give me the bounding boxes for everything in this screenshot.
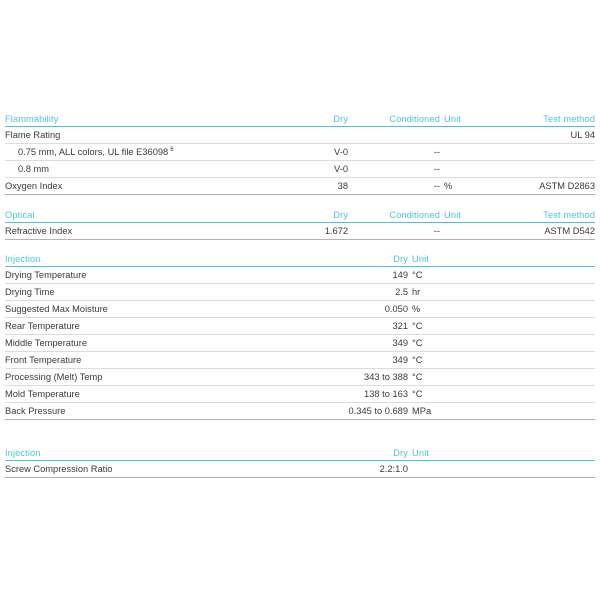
flammability-table — [5, 112, 595, 195]
table-row — [5, 223, 595, 240]
table-row — [5, 178, 595, 195]
column-header-dry: Dry — [320, 112, 348, 127]
table-row — [5, 386, 595, 403]
table-row — [5, 284, 595, 301]
cell-unit: °C — [408, 318, 595, 335]
column-header-property: Injection — [5, 252, 335, 267]
cell-unit: °C — [408, 386, 595, 403]
column-header-unit: Unit — [440, 208, 485, 223]
table-row — [5, 369, 595, 386]
cell-unit: °C — [408, 352, 595, 369]
column-header-test-method: Test method — [485, 208, 595, 223]
table-row — [5, 267, 595, 284]
cell-dry: 0.050 — [335, 301, 408, 318]
table-row — [5, 403, 595, 420]
cell-property: Drying Time — [5, 284, 335, 301]
cell-dry: V-0 — [320, 144, 348, 161]
table-block-injection-secondary — [5, 446, 595, 478]
column-header-unit: Unit — [408, 446, 595, 461]
cell-unit: % — [440, 178, 485, 195]
cell-dry: 0.345 to 0.689 — [335, 403, 408, 420]
table-header-row — [5, 252, 595, 267]
cell-dry: 343 to 388 — [335, 369, 408, 386]
cell-dry: 2.5 — [335, 284, 408, 301]
cell-conditioned: -- — [348, 144, 440, 161]
table-header-row — [5, 446, 595, 461]
cell-unit — [440, 161, 485, 178]
cell-dry: V-0 — [320, 161, 348, 178]
table-row — [5, 352, 595, 369]
cell-unit: °C — [408, 267, 595, 284]
table-row — [5, 335, 595, 352]
cell-dry: 321 — [335, 318, 408, 335]
table-header-row — [5, 112, 595, 127]
cell-property: Front Temperature — [5, 352, 335, 369]
table-row — [5, 301, 595, 318]
cell-property-text: 0.75 mm, ALL colors, UL file E36098 — [18, 147, 169, 157]
cell-dry: 349 — [335, 352, 408, 369]
table-block-flammability — [5, 112, 595, 195]
cell-property: Drying Temperature — [5, 267, 335, 284]
cell-property: Rear Temperature — [5, 318, 335, 335]
cell-dry: 1.672 — [320, 223, 348, 240]
table-row — [5, 161, 595, 178]
cell-property — [5, 144, 320, 161]
cell-property: Middle Temperature — [5, 335, 335, 352]
cell-unit — [408, 461, 595, 478]
cell-property: Oxygen Index — [5, 178, 320, 195]
footnote-marker: 6 — [170, 146, 174, 153]
column-header-dry: Dry — [335, 252, 408, 267]
cell-conditioned: -- — [348, 223, 440, 240]
cell-unit: MPa — [408, 403, 595, 420]
column-header-test-method: Test method — [485, 112, 595, 127]
cell-unit: °C — [408, 369, 595, 386]
cell-dry: 349 — [335, 335, 408, 352]
cell-test-method: UL 94 — [485, 127, 595, 144]
cell-test-method — [485, 161, 595, 178]
cell-property: Refractive Index — [5, 223, 320, 240]
cell-property: Back Pressure — [5, 403, 335, 420]
cell-dry — [320, 127, 348, 144]
column-header-property: Flammability — [5, 112, 320, 127]
table-block-injection-primary — [5, 252, 595, 420]
table-header-row — [5, 208, 595, 223]
cell-unit: hr — [408, 284, 595, 301]
column-header-dry: Dry — [335, 446, 408, 461]
cell-property: Screw Compression Ratio — [5, 461, 335, 478]
cell-unit — [440, 223, 485, 240]
cell-unit: % — [408, 301, 595, 318]
cell-unit — [440, 144, 485, 161]
table-row — [5, 461, 595, 478]
table-row — [5, 144, 595, 161]
column-header-property: Optical — [5, 208, 320, 223]
cell-unit: °C — [408, 335, 595, 352]
table-row — [5, 127, 595, 144]
cell-dry: 149 — [335, 267, 408, 284]
column-header-property: Injection — [5, 446, 335, 461]
cell-test-method: ASTM D2863 — [485, 178, 595, 195]
cell-dry: 2.2:1.0 — [335, 461, 408, 478]
cell-unit — [440, 127, 485, 144]
cell-property: Mold Temperature — [5, 386, 335, 403]
column-header-dry: Dry — [320, 208, 348, 223]
cell-test-method — [485, 144, 595, 161]
cell-dry: 138 to 163 — [335, 386, 408, 403]
cell-dry: 38 — [320, 178, 348, 195]
column-header-conditioned: Conditioned — [348, 112, 440, 127]
column-header-unit: Unit — [440, 112, 485, 127]
column-header-conditioned: Conditioned — [348, 208, 440, 223]
cell-conditioned — [348, 127, 440, 144]
injection-table-secondary — [5, 446, 595, 478]
injection-table-primary — [5, 252, 595, 420]
cell-conditioned: -- — [348, 161, 440, 178]
column-header-unit: Unit — [408, 252, 595, 267]
table-row — [5, 318, 595, 335]
cell-property: 0.8 mm — [5, 161, 320, 178]
table-block-optical — [5, 208, 595, 240]
cell-conditioned: -- — [348, 178, 440, 195]
optical-table — [5, 208, 595, 240]
cell-property: Processing (Melt) Temp — [5, 369, 335, 386]
cell-test-method: ASTM D542 — [485, 223, 595, 240]
cell-property: Suggested Max Moisture — [5, 301, 335, 318]
cell-property: Flame Rating — [5, 127, 320, 144]
